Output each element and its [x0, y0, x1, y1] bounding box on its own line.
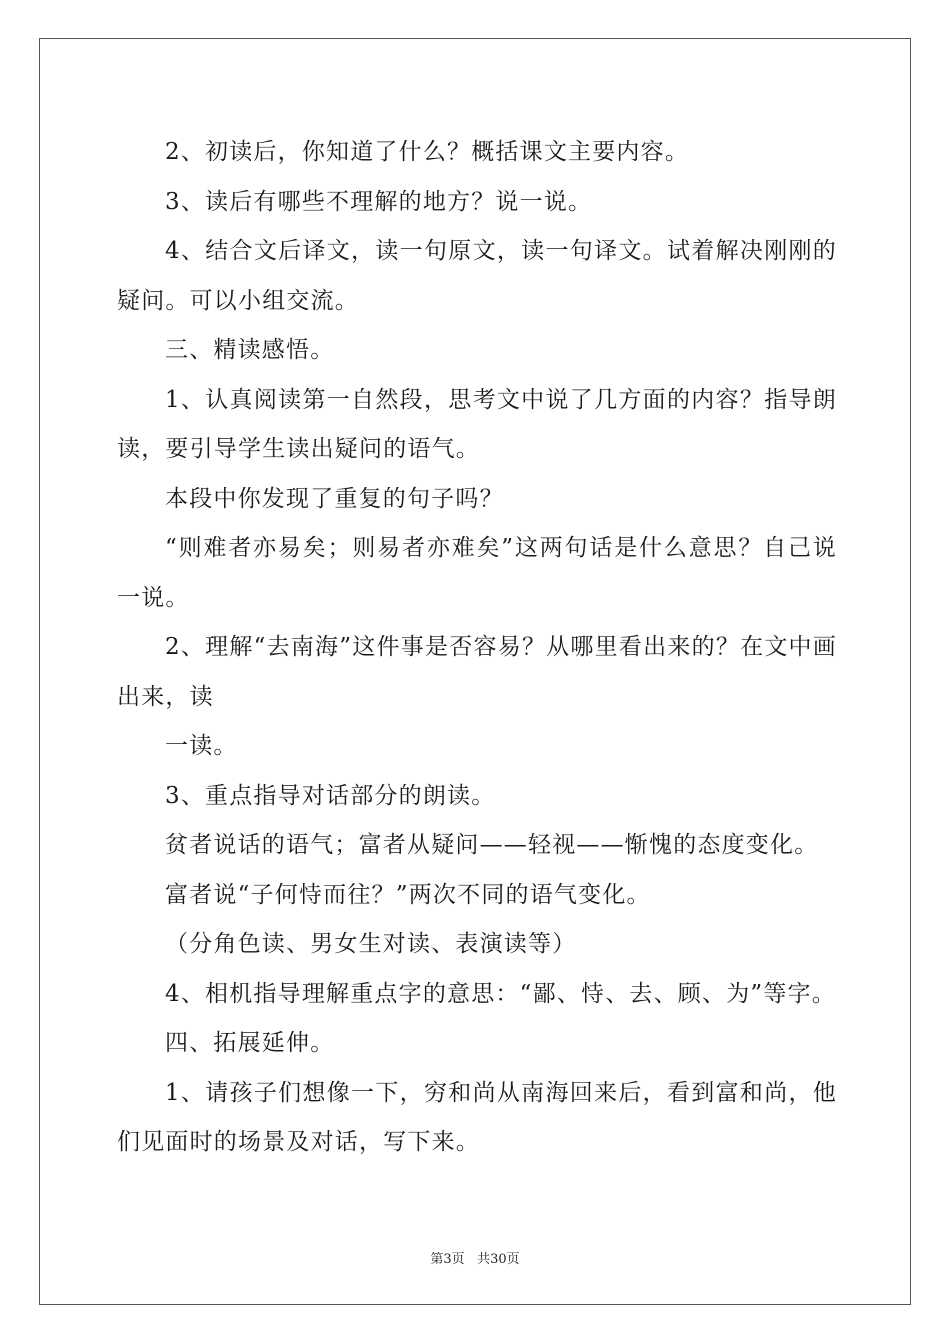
page-footer — [0, 1248, 950, 1267]
paragraph: 3、重点指导对话部分的朗读。 — [165, 782, 496, 809]
paragraph: 富者说“子何恃而往？”两次不同的语气变化。 — [165, 881, 651, 908]
paragraph: “则难者亦易矣；则易者亦难矣”这两句话是什么意思？自己说一说。 — [117, 535, 837, 611]
page-number: 第3页 — [430, 1252, 465, 1267]
paragraph: 本段中你发现了重复的句子吗？ — [165, 485, 504, 512]
paragraph: 4、结合文后译文，读一句原文，读一句译文。试着解决刚刚的疑问。可以小组交流。 — [117, 238, 837, 314]
paragraph: （分角色读、男女生对读、表演读等） — [165, 931, 577, 957]
paragraph: 1、请孩子们想像一下，穷和尚从南海回来后，看到富和尚，他们见面时的场景及对话，写下来。 — [117, 1079, 837, 1155]
paragraph: 贫者说话的语气；富者从疑问——轻视——惭愧的态度变化。 — [165, 832, 819, 858]
page-total: 共30页 — [477, 1252, 520, 1267]
paragraph: 一读。 — [165, 733, 238, 759]
paragraph: 4、相机指导理解重点字的意思：“鄙、恃、去、顾、为”等字。 — [165, 980, 836, 1007]
paragraph: 3、读后有哪些不理解的地方？说一说。 — [165, 188, 593, 215]
paragraph: 2、初读后，你知道了什么？概括课文主要内容。 — [165, 139, 690, 165]
section-heading: 三、精读感悟。 — [165, 337, 335, 363]
section-heading: 四、拓展延伸。 — [165, 1030, 335, 1056]
paragraph: 1、认真阅读第一自然段，思考文中说了几方面的内容？指导朗读，要引导学生读出疑问的语气。 — [117, 386, 837, 462]
document-body — [117, 128, 837, 1168]
paragraph: 2、理解“去南海”这件事是否容易？从哪里看出来的？在文中画出来，读 — [117, 634, 837, 710]
